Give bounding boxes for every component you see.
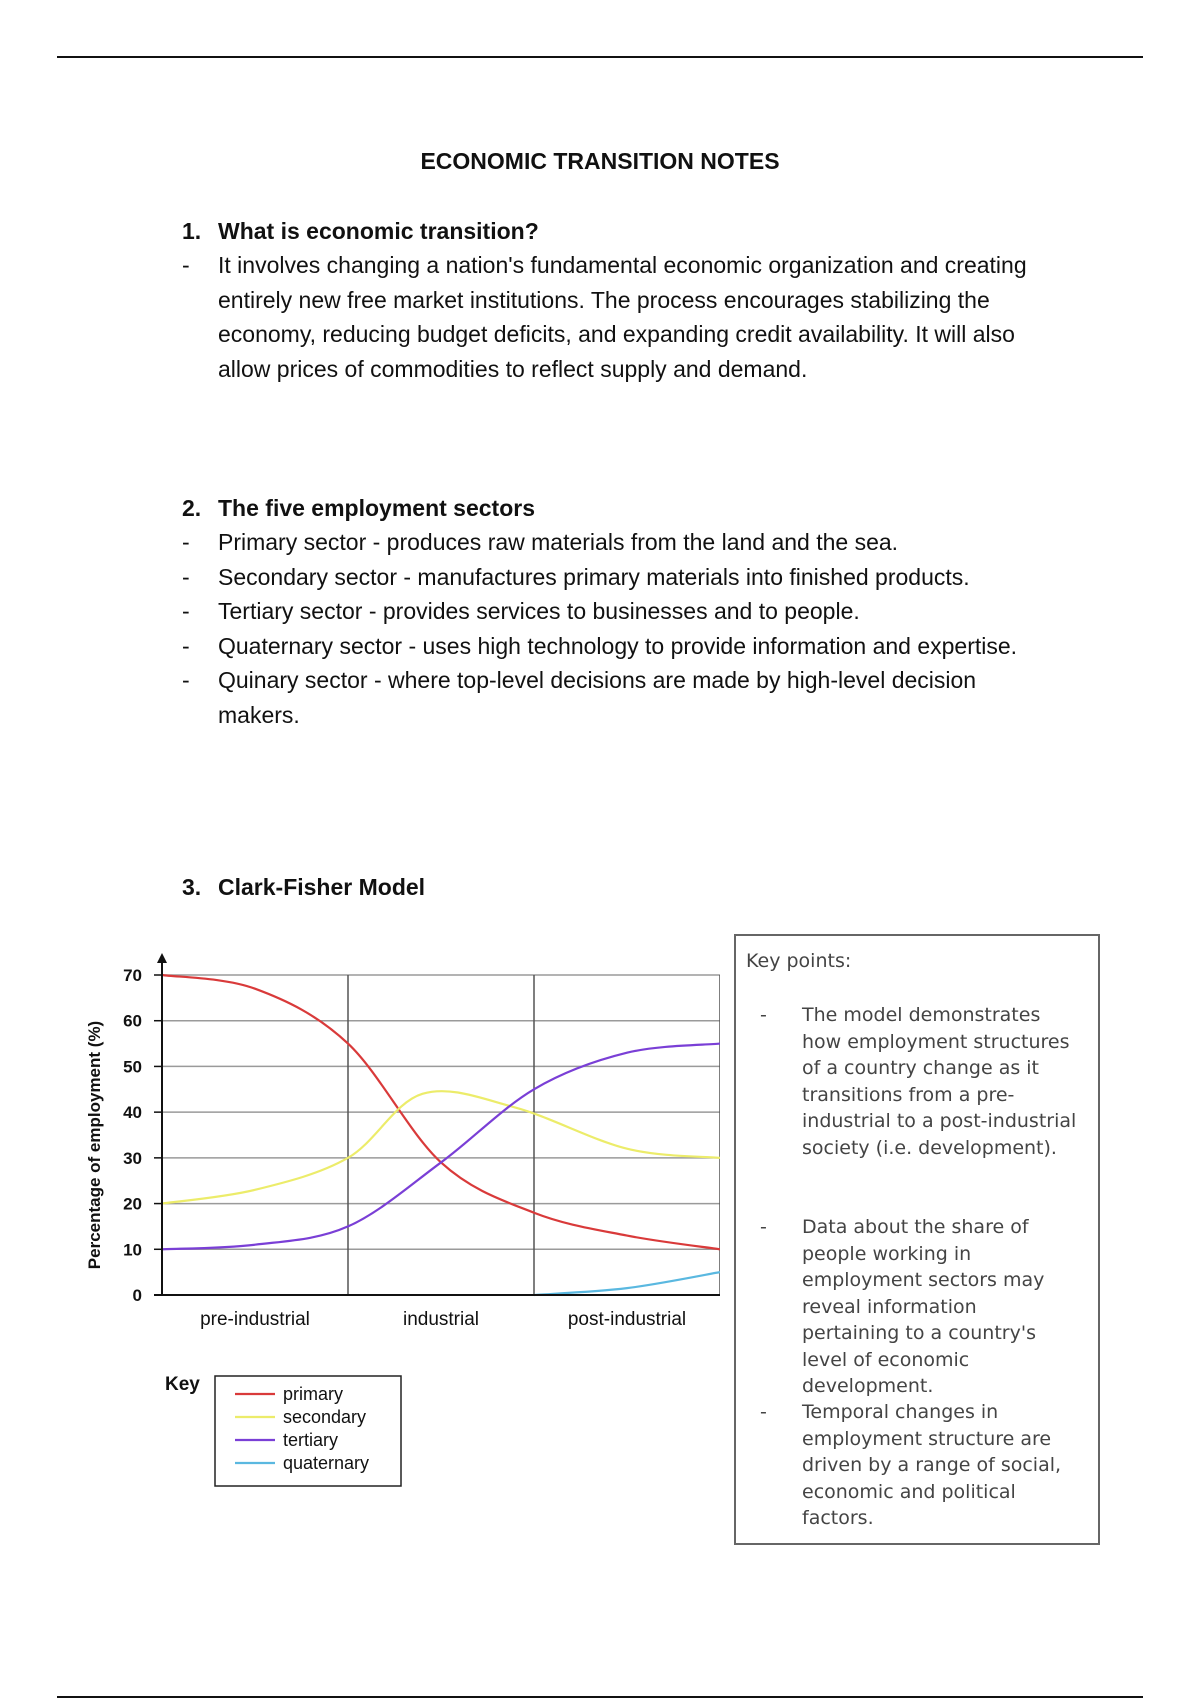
chart-axes xyxy=(85,953,720,1330)
bullet-text: It involves changing a nation's fundamental economic organization and creating entirely new free market institutions. The process encourages stabilizing the economy, reducing budget deficits, and expanding credit availability. It will also allow prices of commodities to reflect supply and demand. xyxy=(218,252,1027,382)
section-economic-transition xyxy=(182,214,1062,386)
y-tick-label: 40 xyxy=(123,1103,142,1123)
bullet-text: Quaternary sector - uses high technology to provide information and expertise. xyxy=(218,632,1018,659)
series-line-quaternary xyxy=(534,1272,720,1295)
section-heading xyxy=(182,870,1062,904)
bottom-rule xyxy=(57,1696,1143,1698)
list-item xyxy=(182,525,1062,560)
list-item xyxy=(182,594,1062,629)
y-axis-arrow xyxy=(157,953,167,963)
bullet-marker: - xyxy=(760,1004,767,1026)
key-point-item xyxy=(760,1002,1080,1161)
key-points-box xyxy=(734,934,1100,1545)
list-item xyxy=(182,663,1062,732)
y-tick-label: 60 xyxy=(123,1011,142,1031)
series-line-secondary xyxy=(162,1091,720,1203)
y-axis-label: Percentage of employment (%) xyxy=(85,1020,104,1270)
chart-legend xyxy=(165,1374,401,1486)
section-number: 3. xyxy=(182,874,202,900)
y-tick-label: 0 xyxy=(132,1286,142,1305)
bullet-marker: - xyxy=(182,563,190,590)
legend-title: Key xyxy=(165,1374,200,1395)
section-heading xyxy=(182,491,1062,525)
key-points-heading: Key points: xyxy=(746,950,852,972)
section-employment-sectors xyxy=(182,491,1062,732)
page-title: ECONOMIC TRANSITION NOTES xyxy=(420,148,780,174)
key-point-item xyxy=(760,1214,1080,1400)
section-clark-fisher xyxy=(182,870,1062,904)
y-tick-label: 30 xyxy=(123,1148,142,1168)
y-tick-label: 70 xyxy=(123,966,142,985)
y-tick-label: 50 xyxy=(123,1057,142,1077)
bullet-text: Primary sector - produces raw materials from the land and the sea. xyxy=(218,529,899,555)
bullet-marker: - xyxy=(182,252,190,278)
bullet-marker: - xyxy=(182,598,190,624)
legend-label: quaternary xyxy=(283,1453,370,1473)
bullet-text: Secondary sector - manufactures primary materials into finished products. xyxy=(218,563,970,590)
clark-fisher-chart xyxy=(0,930,720,1500)
y-tick-label: 10 xyxy=(123,1240,142,1260)
x-tick-label: post-industrial xyxy=(567,1309,687,1330)
bullet-marker: - xyxy=(760,1216,767,1238)
x-tick-label: pre-industrial xyxy=(200,1309,310,1330)
y-tick-label: 20 xyxy=(123,1194,142,1214)
section-title: The five employment sectors xyxy=(218,495,535,521)
list-item xyxy=(182,560,1062,595)
x-tick-label: industrial xyxy=(402,1309,480,1330)
bullet-text: Tertiary sector - provides services to businesses and to people. xyxy=(218,598,860,624)
bullet-marker: - xyxy=(182,529,190,555)
series-line-tertiary xyxy=(162,1044,720,1250)
list-item xyxy=(182,248,1062,386)
section-number: 1. xyxy=(182,218,202,244)
section-title: What is economic transition? xyxy=(218,218,539,244)
section-number: 2. xyxy=(182,495,202,521)
chart-grid xyxy=(162,975,720,1295)
bullet-marker: - xyxy=(182,632,190,659)
key-point-text: The model demonstrates how employment structures of a country change as it transitions from a pre-industrial to a post-industrial society (i.e. development). xyxy=(802,1004,1077,1159)
chart-series xyxy=(162,975,720,1295)
key-point-text: Temporal changes in employment structure are driven by a range of social, economic and political factors. xyxy=(802,1401,1062,1529)
bullet-marker: - xyxy=(182,667,190,693)
bullet-text: Quinary sector - where top-level decisions are made by high-level decision makers. xyxy=(218,667,977,728)
legend-label: primary xyxy=(283,1384,344,1404)
section-title: Clark-Fisher Model xyxy=(218,874,426,900)
top-rule xyxy=(57,56,1143,58)
key-point-item xyxy=(760,1399,1080,1532)
legend-label: secondary xyxy=(283,1407,367,1427)
bullet-marker: - xyxy=(760,1401,767,1423)
key-point-text: Data about the share of people working in employment sectors may reveal information pertaining to a country's level of economic development. xyxy=(802,1216,1045,1397)
legend-label: tertiary xyxy=(283,1430,339,1450)
list-item xyxy=(182,629,1062,664)
section-heading xyxy=(182,214,1062,248)
